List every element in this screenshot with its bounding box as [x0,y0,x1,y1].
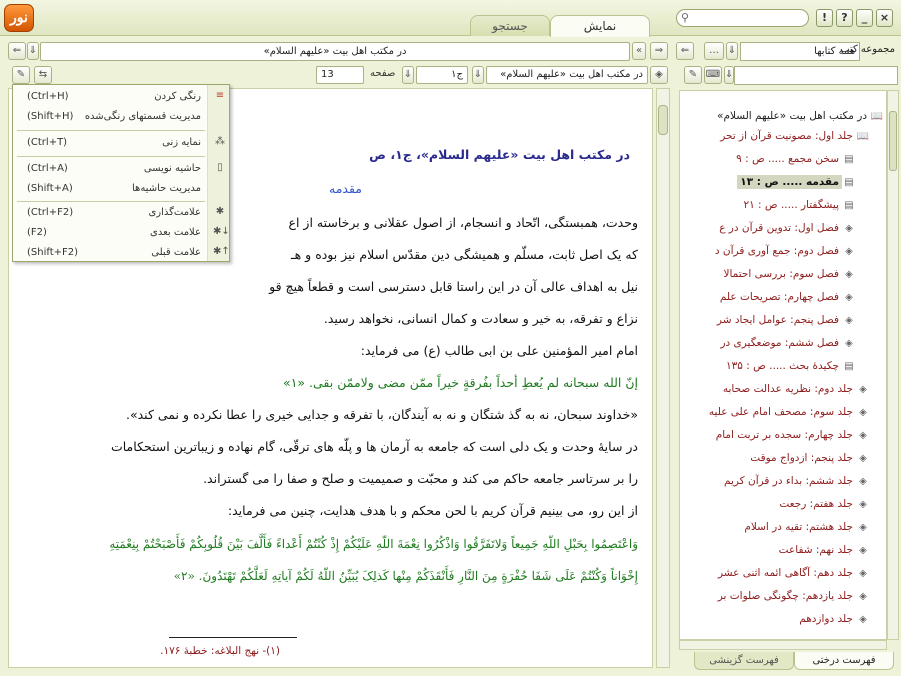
double-chevron-icon[interactable]: « [632,42,646,60]
tree-node-vol[interactable] [713,428,870,446]
next-bookmark-icon: ✱↓ [213,226,230,237]
app-logo: نور [4,4,34,32]
menu-label: رنگی کردن [154,91,201,102]
prev-bookmark-icon: ✱↑ [213,246,230,257]
page-input[interactable]: 13 [316,66,364,84]
tree-node-vol[interactable] [796,612,870,630]
volume-dropdown-icon[interactable]: ⇓ [402,66,414,84]
book-closed-icon: ◈ [859,384,867,395]
node-label: جلد نهم: شفاعت [778,544,853,556]
book-closed-icon: ◈ [859,407,867,418]
book-closed-icon: ◈ [859,545,867,556]
book-closed-icon: ◈ [859,476,867,487]
highlight-icon: ≡ [215,90,225,101]
tree-node-ch[interactable] [723,359,856,377]
book-closed-icon: ◈ [859,591,867,602]
shortcut: (Ctrl+T) [27,137,68,148]
book-closed-icon: ◈ [845,338,853,349]
section-title: مقدمه [329,181,362,196]
tree-node-vol[interactable] [776,543,870,561]
menu-label: علامت‌گذاری [148,207,201,218]
shortcut: (Ctrl+H) [27,91,69,102]
text-line-9: را بر سرتاسر جامعه حاکم می کند و محبّت و صمیمیت و صلح و صفا را می گستراند. [203,471,638,486]
node-label: جلد دوم: نظریه عدالت صحابه [722,383,853,395]
node-label: مقدمه ..... ص : ۱۳ [737,175,842,189]
menu-label: مدیریت حاشیه‌ها [132,183,201,194]
shortcut: (Ctrl+A) [27,163,68,174]
tools-icon[interactable]: ✎ [684,66,702,84]
tree-scrollbar[interactable] [887,90,899,640]
collection-select[interactable]: همه کتابها [740,42,860,61]
book-closed-icon: ◈ [859,430,867,441]
info-button[interactable]: ! [816,9,833,27]
tab-search[interactable]: جستجو [470,15,550,36]
tree-node-vol[interactable] [741,520,870,538]
node-label: پیشگفتار ..... ص : ۲۱ [743,199,839,211]
book-icon: 📖 [856,131,870,142]
main-scrollbar[interactable] [656,88,670,668]
menu-item-prev-bookmark[interactable] [13,243,231,263]
collection-dropdown-icon[interactable]: ⇓ [726,42,738,60]
note-icon: ▯ [217,162,223,173]
minimize-button[interactable]: _ [856,9,873,27]
menu-label: حاشیه نویسی [143,163,201,174]
menu-label: نمایه زنی [162,137,201,148]
node-label: در مکتب اهل بیت «علیهم السلام» [717,110,867,122]
book-tree[interactable] [679,90,887,640]
keyboard-icon[interactable]: ⌨ [704,66,722,84]
text-line-7: «خداوند سبحان، نه به گذ شتگان و نه به آیندگان، با تفرقه و جدایی خیری را عطا نکرده و نمی کند». [126,407,638,422]
menu-item-highlight[interactable] [13,87,231,107]
address-bar [8,40,670,62]
tools-menu-icon[interactable]: ✎ [12,66,30,84]
book-closed-icon: ◈ [859,453,867,464]
tree-filter-input[interactable] [734,66,898,85]
tree-node-ch[interactable] [717,336,856,354]
address-input[interactable]: در مکتب اهل بیت «علیهم السلام» [40,42,630,61]
page-icon: ▤ [844,154,854,165]
shortcut: (Shift+H) [27,111,74,122]
quran-line-1: وَاعْتَصِمُوا بِحَبْلِ اللّهِ جَمِیعاً وَلاتَفَرَّقُوا وَاذْکُرُوا نِعْمَةَ اللّهِ عَلَیْکُمْ إِذْ کُنْتُمْ أَعْداءً فَأَلَّفَ بَیْنَ قُلُوبِکُمْ فَأَصْبَحْتُمْ بِنِعْمَتِهِ [109,537,638,551]
tree-node-ch[interactable] [733,152,856,170]
tab-selective-index[interactable]: فهرست گزینشی [694,652,794,670]
text-line-4: نزاع و تفرقه، به خیر و سعادت و کمال انسانی، نخواهد رسید. [323,311,638,326]
menu-item-bookmark[interactable] [13,203,231,223]
more-icon[interactable]: … [704,42,724,60]
history-dropdown-icon[interactable]: ⇓ [27,42,39,60]
shortcut: (F2) [27,227,47,238]
node-label: فصل دوم: جمع آوری قرآن د [714,245,839,257]
book-icon: 📖 [870,111,884,122]
node-label: فصل ششم: موضعگیری در [720,337,839,349]
tree-node-ch[interactable] [740,198,856,216]
tree-filter-dropdown-icon[interactable]: ⇓ [724,66,734,84]
bookmark-icon: ✱ [215,206,225,217]
footnote: (۱)- نهج البلاغه: خطبهٔ ۱۷۶. [160,645,280,657]
view-mode-icon[interactable]: ⇆ [34,66,52,84]
text-line-5: امام امیر المؤمنین علی بن ابی طالب (ع) می فرماید: [360,343,638,358]
book-closed-icon: ◈ [845,269,853,280]
menu-label: علامت بعدی [150,227,201,238]
node-label: جلد چهارم: سجده بر تربت امام [715,429,853,441]
menu-item-annotate[interactable] [13,159,231,179]
book-closed-icon: ◈ [845,246,853,257]
tree-node-vol[interactable] [720,382,870,400]
tree-node-vol[interactable] [715,589,870,607]
shortcut: (Shift+A) [27,183,73,194]
tree-node-root[interactable] [714,109,884,127]
menu-label: مدیریت قسمتهای رنگی‌شده [84,111,201,122]
tree-horizontal-scrollbar[interactable] [679,640,887,650]
book-closed-icon: ◈ [845,315,853,326]
help-button[interactable]: ? [836,9,853,27]
tree-node-ch[interactable] [712,244,856,262]
text-line-3: نیل به اهداف عالی آن در این راستا قابل دسترسی است و قطعاً هیچ قو [269,279,638,294]
menu-separator [17,201,205,202]
node-label: جلد اول: مصونیت قرآن از تحر [720,130,853,142]
navigation-bar [8,64,670,86]
search-icon: ⚲ [681,11,690,24]
node-label: جلد هفتم: رجعت [779,498,853,510]
tag-icon[interactable]: ◈ [650,66,668,84]
book-closed-icon: ◈ [845,292,853,303]
back-arrow-icon[interactable]: ⇐ [8,42,26,60]
text-line-2: که یک اصل ثابت، مسلّم و همیشگی دین مقدّس اسلام نیز بوده و هـ [290,247,638,262]
node-label: جلد دهم: آگاهی ائمه اثنی عشر [717,567,853,579]
menu-item-manage-notes[interactable] [13,179,231,199]
node-label: جلد یازدهم: چگونگی صلوات بر [717,590,853,602]
text-line-10: از این رو، می بینیم قرآن کریم با لحن محکم و با هدف هدایت، چنین می فرماید: [227,503,638,518]
global-search-input[interactable] [676,9,809,27]
text-header: در مکتب اهل بیت «علیهم السلام»، ج۱، ص [369,147,630,162]
tab-display[interactable]: نمایش [550,15,650,37]
text-line-1: وحدت، همبستگی، اتّحاد و انسجام، از اصول عقلانی و برخاسته از اع [288,215,638,230]
book-closed-icon: ◈ [859,568,867,579]
tree-node-ch[interactable] [714,313,856,331]
tree-node-vol[interactable] [721,474,870,492]
quran-line-2: إِخْوَاناً وَکُنْتُمْ عَلَی شَفَا حُفْرَةٍ مِنَ النَّارِ فَأَنْقَذَکُمْ مِنْها کَذلِکَ یُبَیِّنُ اللّهُ لَکُمْ آیاتِهِ لَعَلَّکُمْ تَهْتَدُونَ. «۲» [173,569,638,583]
collection-bar [674,40,899,62]
tree-node-selected[interactable] [737,175,856,193]
hadith-line: إنّ الله سبحانه لم یُعطِ أحداً بفُرقةٍ خیراً ممّن مضی ولاممّن بقی. «۱» [283,375,638,390]
scroll-thumb[interactable] [889,111,897,171]
node-label: جلد پنجم: ازدواج موقت [750,452,853,464]
node-label: جلد ششم: بداء در قرآن کریم [723,475,853,487]
annotation-menu [12,84,230,262]
menu-separator [17,130,205,131]
page-icon: ▤ [844,200,854,211]
menu-item-indexing[interactable] [13,133,231,153]
book-closed-icon: ◈ [859,499,867,510]
close-button[interactable]: × [876,9,893,27]
forward-arrow-icon[interactable]: ⇒ [650,42,668,60]
back-arrow-icon[interactable]: ⇐ [676,42,694,60]
tab-tree-index[interactable]: فهرست درختی [794,652,894,670]
book-closed-icon: ◈ [859,614,867,625]
node-label: سخن مجمع ..... ص : ۹ [736,153,839,165]
tree-node-vol[interactable] [715,566,870,584]
menu-item-next-bookmark[interactable] [13,223,231,243]
menu-separator [17,156,205,157]
menu-item-manage-highlights[interactable] [13,107,231,127]
book-closed-icon: ◈ [859,522,867,533]
page-label: صفحه [370,68,396,79]
page-icon: ▤ [844,361,854,372]
node-label: فصل سوم: بررسی احتمالا [723,268,839,280]
node-label: جلد هشتم: تقیه در اسلام [744,521,853,533]
node-label: فصل پنجم: عوامل ایجاد شر [716,314,839,326]
index-icon: ⁂ [215,136,225,147]
tree-toolbar [674,64,899,86]
tree-node-vol[interactable] [776,497,870,515]
menu-label: علامت قبلی [151,247,201,258]
tree-node-ch[interactable] [716,221,856,239]
title-bar [0,0,901,36]
footnote-divider [169,637,297,638]
book-dropdown-icon[interactable]: ⇓ [472,66,484,84]
book-select[interactable]: در مکتب اهل بیت «علیهم السلام» [486,66,648,84]
tree-panel [674,40,899,672]
collection-label: مجموعه کتب [840,44,895,55]
shortcut: (Ctrl+F2) [27,207,74,218]
book-closed-icon: ◈ [845,223,853,234]
tree-node-vol[interactable] [747,451,870,469]
scroll-thumb[interactable] [658,105,668,135]
tree-node-ch[interactable] [717,290,856,308]
node-label: فصل اول: تدوین قرآن در ع [719,222,839,234]
node-label: فصل چهارم: تصریحات علم [719,291,839,303]
volume-select[interactable]: ج۱ [416,66,468,84]
shortcut: (Shift+F2) [27,247,79,258]
node-label: جلد دوازدهم [799,613,853,625]
text-line-8: در سایهٔ وحدت و یک دلی است که جامعه به آرمان ها و پلّه های ترقّی، گام نهاده و زیباترین استحکامات [110,439,638,454]
page-icon: ▤ [844,177,854,188]
tree-node-vol1[interactable] [717,129,870,147]
node-label: چکیدهٔ بحث ..... ص : ۱۳۵ [725,360,839,372]
node-label: جلد سوم: مصحف امام علی علیه [708,406,853,418]
tree-node-vol[interactable] [706,405,870,423]
tree-node-ch[interactable] [720,267,856,285]
